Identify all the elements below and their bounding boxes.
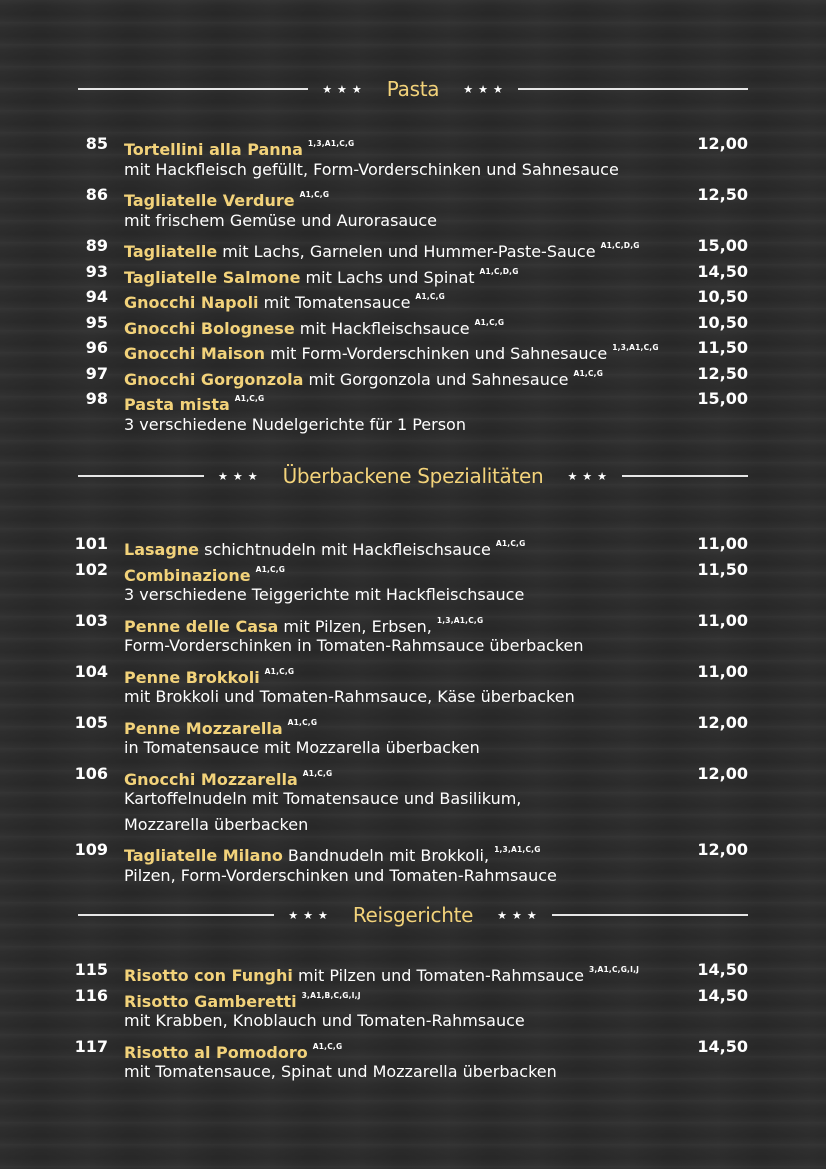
item-description: mit Krabben, Knoblauch und Tomaten-Rahmsauce bbox=[124, 1011, 525, 1030]
allergen-codes: 1,3,A1,C,G bbox=[436, 615, 484, 625]
item-number: 98 bbox=[85, 389, 108, 408]
item-number: 89 bbox=[85, 236, 108, 255]
menu-item bbox=[0, 761, 826, 787]
item-price: 12,50 bbox=[697, 185, 748, 204]
item-description: mit Brokkoli und Tomaten-Rahmsauce, Käse überbacken bbox=[124, 687, 575, 706]
allergen-codes: 3,A1,B,C,G,I,J bbox=[301, 990, 361, 1000]
divider-line bbox=[552, 914, 748, 916]
allergen-codes: 1,3,A1,C,G bbox=[612, 343, 659, 352]
menu-item-continuation bbox=[0, 208, 826, 234]
item-number: 109 bbox=[74, 840, 108, 859]
item-name: Tagliatelle Milano bbox=[124, 846, 283, 865]
divider-line bbox=[78, 914, 274, 916]
item-number: 95 bbox=[85, 312, 108, 332]
item-number: 103 bbox=[74, 610, 108, 630]
menu-item bbox=[0, 983, 826, 1009]
item-price: 15,00 bbox=[697, 389, 748, 408]
menu-item bbox=[0, 310, 826, 336]
divider-line bbox=[78, 88, 308, 90]
item-number: 115 bbox=[74, 960, 108, 979]
allergen-codes: 1,3,A1,C,G bbox=[307, 139, 355, 148]
section-header-reisgerichte bbox=[78, 900, 748, 930]
allergen-codes: A1,C,G bbox=[495, 539, 526, 548]
menu-list-ueberbackene bbox=[0, 531, 826, 888]
item-name: Gnocchi Napoli bbox=[124, 293, 259, 312]
allergen-codes: A1,C,G bbox=[264, 666, 295, 676]
item-description: mit Tomatensauce, Spinat und Mozzarella überbacken bbox=[124, 1062, 557, 1081]
item-price: 14,50 bbox=[697, 985, 748, 1005]
item-description: mit Gorgonzola und Sahnesauce bbox=[303, 369, 569, 389]
item-price: 10,50 bbox=[697, 312, 748, 332]
menu-item-continuation bbox=[0, 786, 826, 812]
menu-item bbox=[0, 386, 826, 412]
menu-item bbox=[0, 131, 826, 157]
item-description: mit Pilzen und Tomaten-Rahmsauce bbox=[292, 966, 584, 985]
menu-item-continuation bbox=[0, 1008, 826, 1034]
menu-item-continuation bbox=[0, 582, 826, 608]
item-number: 104 bbox=[74, 661, 108, 681]
item-description: in Tomatensauce mit Mozzarella überbacken bbox=[124, 738, 480, 757]
menu-item bbox=[0, 259, 826, 285]
item-number: 117 bbox=[74, 1036, 108, 1056]
item-number: 105 bbox=[74, 712, 108, 732]
section-header-ueberbackene bbox=[78, 461, 748, 491]
item-name: Gnocchi Gorgonzola bbox=[124, 369, 304, 389]
allergen-codes: A1,C,G bbox=[255, 564, 286, 574]
item-price: 11,50 bbox=[697, 338, 748, 357]
menu-list-pasta bbox=[0, 131, 826, 437]
item-name: Penne Mozzarella bbox=[124, 718, 283, 738]
item-number: 94 bbox=[85, 287, 108, 306]
menu-list-reisgerichte bbox=[0, 957, 826, 1085]
item-description: 3 verschiedene Teiggerichte mit Hackfleischsauce bbox=[124, 585, 525, 604]
stars-decoration: ★★★ bbox=[322, 82, 367, 96]
menu-item bbox=[0, 1034, 826, 1060]
item-number: 86 bbox=[85, 185, 108, 204]
menu-item-continuation bbox=[0, 863, 826, 889]
item-number: 93 bbox=[85, 261, 108, 281]
stars-decoration: ★★★ bbox=[288, 908, 333, 922]
allergen-codes: A1,C,G bbox=[234, 394, 265, 403]
item-price: 14,50 bbox=[697, 261, 748, 281]
item-description: Pilzen, Form-Vorderschinken und Tomaten-Rahmsauce bbox=[124, 865, 557, 885]
menu-item-continuation bbox=[0, 684, 826, 710]
item-description: mit Tomatensauce bbox=[258, 293, 411, 312]
menu-item bbox=[0, 659, 826, 685]
item-price: 10,50 bbox=[697, 287, 748, 306]
item-price: 11,00 bbox=[697, 534, 748, 553]
item-description: 3 verschiedene Nudelgerichte für 1 Person bbox=[124, 414, 466, 434]
allergen-codes: A1,C,G bbox=[312, 1041, 343, 1051]
menu-item-continuation bbox=[0, 157, 826, 183]
item-description: mit Hackfleisch gefüllt, Form-Vorderschinken und Sahnesauce bbox=[124, 159, 619, 179]
item-name: Risotto con Funghi bbox=[124, 966, 293, 985]
allergen-codes: A1,C,G bbox=[302, 768, 333, 778]
item-number: 116 bbox=[74, 985, 108, 1005]
item-name: Tagliatelle Verdure bbox=[124, 191, 295, 210]
menu-item bbox=[0, 361, 826, 387]
menu-item bbox=[0, 957, 826, 983]
allergen-codes: 3,A1,C,G,I,J bbox=[589, 965, 640, 974]
item-number: 85 bbox=[85, 134, 108, 153]
item-price: 12,00 bbox=[697, 134, 748, 153]
allergen-codes: A1,C,G bbox=[287, 717, 318, 727]
item-name: Penne delle Casa bbox=[124, 616, 279, 636]
menu-item-continuation bbox=[0, 633, 826, 659]
allergen-codes: 1,3,A1,C,G bbox=[494, 845, 541, 854]
item-description: mit Lachs, Garnelen und Hummer-Paste-Sauce bbox=[217, 242, 596, 261]
item-name: Tagliatelle bbox=[124, 242, 218, 261]
item-name: Gnocchi Mozzarella bbox=[124, 769, 298, 789]
divider-line bbox=[518, 88, 748, 90]
item-name: Gnocchi Maison bbox=[124, 344, 266, 363]
divider-line bbox=[622, 475, 748, 477]
menu-item bbox=[0, 557, 826, 583]
section-title: Überbackene Spezialitäten bbox=[282, 464, 544, 488]
item-name: Penne Brokkoli bbox=[124, 667, 260, 687]
item-description: Bandnudeln mit Brokkoli, bbox=[282, 846, 490, 865]
item-price: 11,00 bbox=[697, 661, 748, 681]
item-price: 15,00 bbox=[697, 236, 748, 255]
item-number: 97 bbox=[85, 363, 108, 383]
item-description: Mozzarella überbacken bbox=[124, 814, 309, 834]
menu-item-continuation bbox=[0, 1059, 826, 1085]
stars-decoration: ★★★ bbox=[497, 908, 542, 922]
item-price: 12,50 bbox=[697, 363, 748, 383]
item-description: mit frischem Gemüse und Aurorasauce bbox=[124, 210, 437, 230]
item-description: schichtnudeln mit Hackfleischsauce bbox=[199, 540, 491, 559]
menu-item-continuation bbox=[0, 412, 826, 438]
menu-item-continuation bbox=[0, 812, 826, 838]
menu-item-continuation bbox=[0, 735, 826, 761]
item-name: Combinazione bbox=[124, 565, 251, 585]
section-title: Reisgerichte bbox=[352, 903, 474, 927]
item-description: mit Pilzen, Erbsen, bbox=[278, 616, 432, 636]
allergen-codes: A1,C,G bbox=[573, 368, 604, 378]
section-title: Pasta bbox=[386, 77, 440, 101]
item-price: 14,50 bbox=[697, 1036, 748, 1056]
allergen-codes: A1,C,D,G bbox=[600, 241, 640, 250]
item-name: Tortellini alla Panna bbox=[124, 140, 303, 159]
item-price: 11,50 bbox=[697, 559, 748, 579]
menu-item bbox=[0, 608, 826, 634]
menu-item bbox=[0, 531, 826, 557]
item-description: mit Lachs und Spinat bbox=[300, 267, 475, 287]
item-name: Tagliatelle Salmone bbox=[124, 267, 301, 287]
menu-item bbox=[0, 710, 826, 736]
item-number: 106 bbox=[74, 763, 108, 783]
item-description: Form-Vorderschinken in Tomaten-Rahmsauce überbacken bbox=[124, 636, 584, 655]
item-price: 12,00 bbox=[697, 763, 748, 783]
item-name: Lasagne bbox=[124, 540, 200, 559]
stars-decoration: ★★★ bbox=[567, 469, 613, 483]
allergen-codes: A1,C,G bbox=[474, 317, 505, 327]
item-name: Pasta mista bbox=[124, 395, 230, 414]
menu-item bbox=[0, 284, 826, 310]
stars-decoration: ★★★ bbox=[217, 469, 263, 483]
allergen-codes: A1,C,D,G bbox=[479, 266, 519, 276]
item-name: Risotto al Pomodoro bbox=[124, 1042, 308, 1062]
allergen-codes: A1,C,G bbox=[299, 190, 330, 199]
item-description: Kartoffelnudeln mit Tomatensauce und Basilikum, bbox=[124, 789, 522, 808]
item-price: 14,50 bbox=[697, 960, 748, 979]
stars-decoration: ★★★ bbox=[463, 82, 508, 96]
menu-item bbox=[0, 335, 826, 361]
item-description: mit Hackfleischsauce bbox=[294, 318, 470, 338]
menu-item bbox=[0, 182, 826, 208]
item-number: 96 bbox=[85, 338, 108, 357]
section-header-pasta bbox=[78, 74, 748, 104]
item-price: 11,00 bbox=[697, 610, 748, 630]
item-name: Risotto Gamberetti bbox=[124, 991, 297, 1011]
item-price: 12,00 bbox=[697, 840, 748, 859]
menu-item bbox=[0, 233, 826, 259]
menu-item bbox=[0, 837, 826, 863]
item-description: mit Form-Vorderschinken und Sahnesauce bbox=[265, 344, 608, 363]
allergen-codes: A1,C,G bbox=[415, 292, 446, 301]
item-name: Gnocchi Bolognese bbox=[124, 318, 295, 338]
item-number: 101 bbox=[74, 534, 108, 553]
item-price: 12,00 bbox=[697, 712, 748, 732]
item-number: 102 bbox=[74, 559, 108, 579]
divider-line bbox=[78, 475, 204, 477]
